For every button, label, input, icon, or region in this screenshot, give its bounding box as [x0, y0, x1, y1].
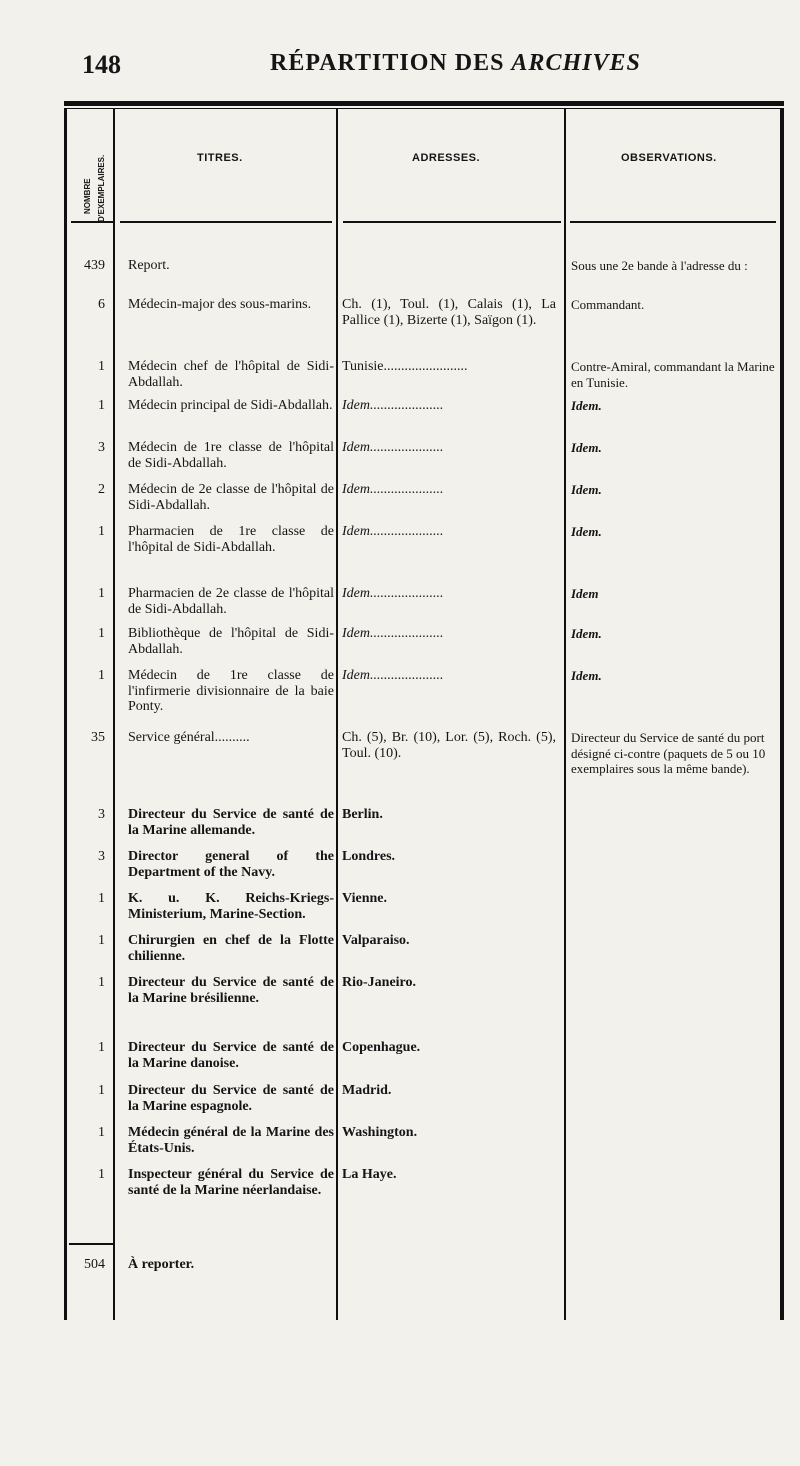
total-label: À reporter. — [128, 1257, 195, 1272]
row-count: 1 — [98, 524, 105, 539]
row-observations: Idem. — [571, 440, 602, 455]
row-address: Madrid. — [342, 1083, 392, 1098]
row-title: Directeur du Service de santé de la Marine brésilienne. — [128, 975, 334, 1006]
row-count: 1 — [98, 1040, 105, 1055]
column-divider-count — [113, 108, 115, 1320]
title-main: RÉPARTITION DES — [270, 50, 505, 76]
row-address: Ch. (5), Br. (10), Lor. (5), Roch. (5), Toul. (10). — [342, 730, 556, 761]
row-address: Idem..................... — [342, 482, 444, 497]
row-count: 1 — [98, 359, 105, 374]
row-address: Idem..................... — [342, 440, 444, 455]
row-title: Pharmacien de 1re classe de l'hôpital de Sidi-Abdallah. — [128, 524, 334, 555]
header-rule-title — [120, 221, 332, 223]
count-header-line1: NOMBRE — [83, 178, 92, 214]
row-count: 1 — [98, 933, 105, 948]
row-title: Médecin-major des sous-marins. — [128, 297, 312, 312]
row-title: Inspecteur général du Service de santé de la Marine néerlandaise. — [128, 1167, 334, 1198]
row-title: Pharmacien de 2e classe de l'hôpital de Sidi-Abdallah. — [128, 586, 334, 617]
row-address: Idem..................... — [342, 668, 444, 683]
row-count: 2 — [98, 482, 105, 497]
row-count: 1 — [98, 586, 105, 601]
page-number: 148 — [82, 50, 121, 79]
row-observations: Idem. — [571, 482, 602, 497]
title-italic: ARCHIVES — [511, 50, 641, 76]
row-address: Vienne. — [342, 891, 387, 906]
header-rule-count — [71, 221, 113, 223]
column-divider-address — [564, 108, 566, 1320]
row-observations: Idem. — [571, 626, 602, 641]
row-observations: Contre-Amiral, commandant la Marine en Tunisie. — [571, 359, 775, 390]
row-title: Directeur du Service de santé de la Marine espagnole. — [128, 1083, 334, 1114]
total-count: 504 — [84, 1257, 105, 1272]
row-address: Idem..................... — [342, 398, 444, 413]
header-rule-address — [343, 221, 561, 223]
row-count: 3 — [98, 849, 105, 864]
row-title: Bibliothèque de l'hôpital de Sidi-Abdallah. — [128, 626, 334, 657]
row-address: Washington. — [342, 1125, 418, 1140]
row-count: 1 — [98, 891, 105, 906]
table-top-rule — [64, 101, 784, 106]
row-title: Médecin de 1re classe de l'hôpital de Sidi-Abdallah. — [128, 440, 334, 471]
row-count: 1 — [98, 1167, 105, 1182]
row-observations: Idem. — [571, 524, 602, 539]
row-count: 1 — [98, 668, 105, 683]
row-address: La Haye. — [342, 1167, 397, 1182]
row-count: 1 — [98, 626, 105, 641]
count-column-header — [80, 126, 114, 222]
row-title: Médecin chef de l'hôpital de Sidi-Abdallah. — [128, 359, 334, 390]
row-title: Médecin de 1re classe de l'infirmerie divisionnaire de la baie Ponty. — [128, 668, 334, 714]
row-address: Ch. (1), Toul. (1), Calais (1), La Pallice (1), Bizerte (1), Saïgon (1). — [342, 297, 556, 328]
row-address: Rio-Janeiro. — [342, 975, 417, 990]
row-count: 3 — [98, 440, 105, 455]
address-column-header: ADRESSES. — [412, 152, 481, 164]
row-count: 1 — [98, 1083, 105, 1098]
row-title: Report. — [128, 258, 170, 273]
row-count: 35 — [91, 730, 105, 745]
row-address: Idem..................... — [342, 524, 444, 539]
row-title: K. u. K. Reichs-Kriegs-Ministerium, Marine-Section. — [128, 891, 334, 922]
row-title: Directeur du Service de santé de la Marine allemande. — [128, 807, 334, 838]
row-observations: Idem. — [571, 668, 602, 683]
row-address: Londres. — [342, 849, 396, 864]
row-title: Director general of the Department of the Navy. — [128, 849, 334, 880]
row-title: Chirurgien en chef de la Flotte chilienne. — [128, 933, 334, 964]
total-rule — [69, 1243, 113, 1245]
header-rule-observations — [570, 221, 776, 223]
column-divider-title — [336, 108, 338, 1320]
row-title: Directeur du Service de santé de la Marine danoise. — [128, 1040, 334, 1071]
row-title: Médecin général de la Marine des États-Unis. — [128, 1125, 334, 1156]
count-header-line2: D'EXEMPLAIRES. — [97, 154, 106, 222]
row-observations: Sous une 2e bande à l'adresse du : — [571, 258, 748, 273]
title-column-header: TITRES. — [197, 152, 243, 164]
row-count: 1 — [98, 975, 105, 990]
row-observations: Directeur du Service de santé du port désigné ci-contre (paquets de 5 ou 10 exemplaires sous la même bande). — [571, 730, 766, 776]
row-address: Idem..................... — [342, 586, 444, 601]
row-observations: Idem — [571, 586, 599, 601]
row-observations: Idem. — [571, 398, 602, 413]
row-observations: Commandant. — [571, 297, 645, 312]
row-count: 6 — [98, 297, 105, 312]
column-divider-right — [780, 108, 784, 1320]
row-count: 3 — [98, 807, 105, 822]
table-second-rule — [64, 108, 784, 109]
row-address: Berlin. — [342, 807, 383, 822]
row-address: Copenhague. — [342, 1040, 421, 1055]
row-count: 1 — [98, 1125, 105, 1140]
row-title: Service général.......... — [128, 730, 250, 745]
page-title — [270, 50, 641, 77]
row-address: Tunisie........................ — [342, 359, 468, 374]
row-title: Médecin de 2e classe de l'hôpital de Sidi-Abdallah. — [128, 482, 334, 513]
row-title: Médecin principal de Sidi-Abdallah. — [128, 398, 333, 413]
row-count: 439 — [84, 258, 105, 273]
row-address: Idem..................... — [342, 626, 444, 641]
row-count: 1 — [98, 398, 105, 413]
observations-column-header: OBSERVATIONS. — [621, 152, 717, 164]
row-address: Valparaiso. — [342, 933, 410, 948]
